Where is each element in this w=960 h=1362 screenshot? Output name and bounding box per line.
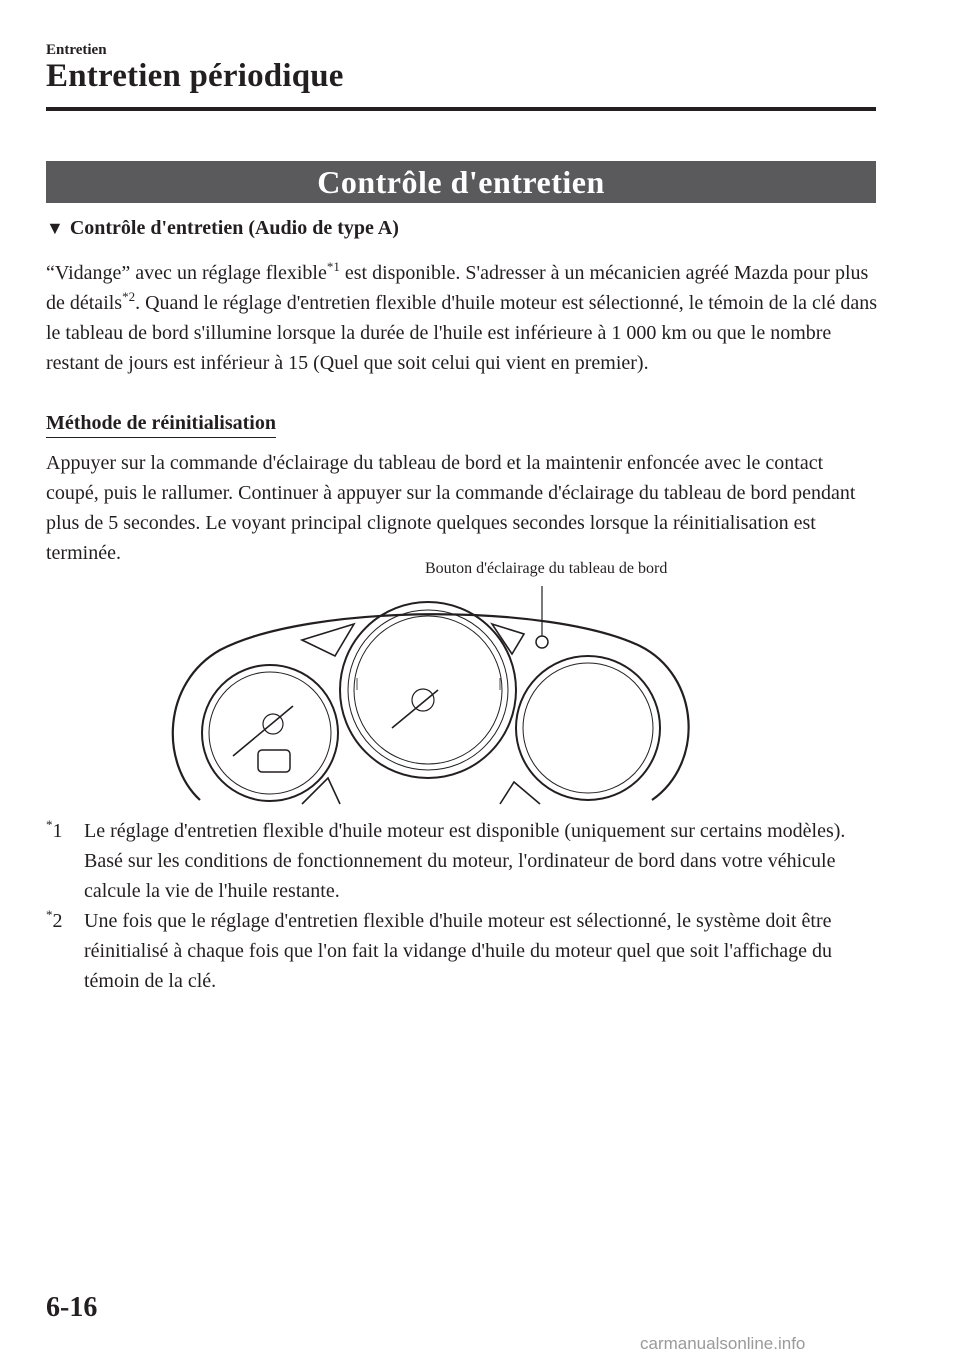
chapter-label: Entretien	[46, 42, 107, 58]
section-title: Entretien périodique	[46, 58, 344, 94]
footnote-2	[46, 906, 880, 996]
footnote-ref-2: *2	[122, 289, 136, 304]
topic-banner: Contrôle d'entretien	[46, 161, 876, 203]
illumination-button-icon	[536, 636, 548, 648]
watermark: carmanualsonline.info	[640, 1334, 806, 1353]
instrument-cluster-illustration	[160, 578, 700, 810]
lower-right-window	[500, 782, 540, 804]
intro-paragraph	[46, 258, 880, 378]
intro-text-2: est disponible. S'adresser à un mécanicien agréé Mazda pour plus de détails	[46, 262, 869, 314]
figure-callout-label: Bouton d'éclairage du tableau de bord	[425, 560, 668, 577]
left-gauge-needle	[233, 706, 293, 756]
left-gauge-display	[258, 750, 290, 772]
reset-method-text: Appuyer sur la commande d'éclairage du tableau de bord et la maintenir enfoncée avec le contact coupé, puis le rallumer. Continuer à appuyer sur la commande d'éclairage du tableau de bord pendant plus de 5 secondes. Le voyant principal clignote quelques secondes lorsque la réinitialisation est terminée.	[46, 452, 856, 564]
footnote-asterisk: *	[46, 907, 53, 922]
footnotes	[46, 816, 880, 996]
intro-text-3: . Quand le réglage d'entretien flexible d'huile moteur est sélectionné, le témoin de la clé dans le tableau de bord s'illumine lorsque la durée de l'huile est inférieure à 1 000 km ou que le nombre restant de jours est inférieur à 15 (Quel que soit celui qui vient en premier).	[46, 292, 878, 374]
footnote-text: Le réglage d'entretien flexible d'huile moteur est disponible (uniquement sur certains modèles). Basé sur les conditions de fonctionnement du moteur, l'ordinateur de bord dans votre véhicule calcule la vie de l'huile restante.	[84, 820, 846, 902]
center-gauge-needle	[392, 690, 438, 728]
subheading-text: Contrôle d'entretien (Audio de type A)	[69, 217, 399, 239]
footnote-ref-1: *1	[326, 259, 340, 274]
header-rule	[46, 107, 876, 111]
footnote-number: 1	[52, 820, 63, 842]
intro-text-1: “Vidange” avec un réglage flexible	[46, 262, 327, 284]
page-number: 6-16	[46, 1292, 98, 1323]
reset-method-title: Méthode de réinitialisation	[46, 412, 276, 438]
footnote-1	[46, 816, 880, 906]
lower-left-window	[302, 778, 340, 804]
subheading	[46, 217, 399, 240]
right-gauge-ring	[516, 656, 660, 800]
triangle-marker-icon: ▼	[46, 218, 64, 238]
footnote-number: 2	[52, 910, 63, 932]
upper-left-window	[302, 624, 354, 656]
footnote-text: Une fois que le réglage d'entretien flexible d'huile moteur est sélectionné, le système doit être réinitialisé à chaque fois que l'on fait la vidange d'huile du moteur quel que soit l'affichage du témoin de la clé.	[84, 910, 832, 992]
footnote-asterisk: *	[46, 817, 53, 832]
